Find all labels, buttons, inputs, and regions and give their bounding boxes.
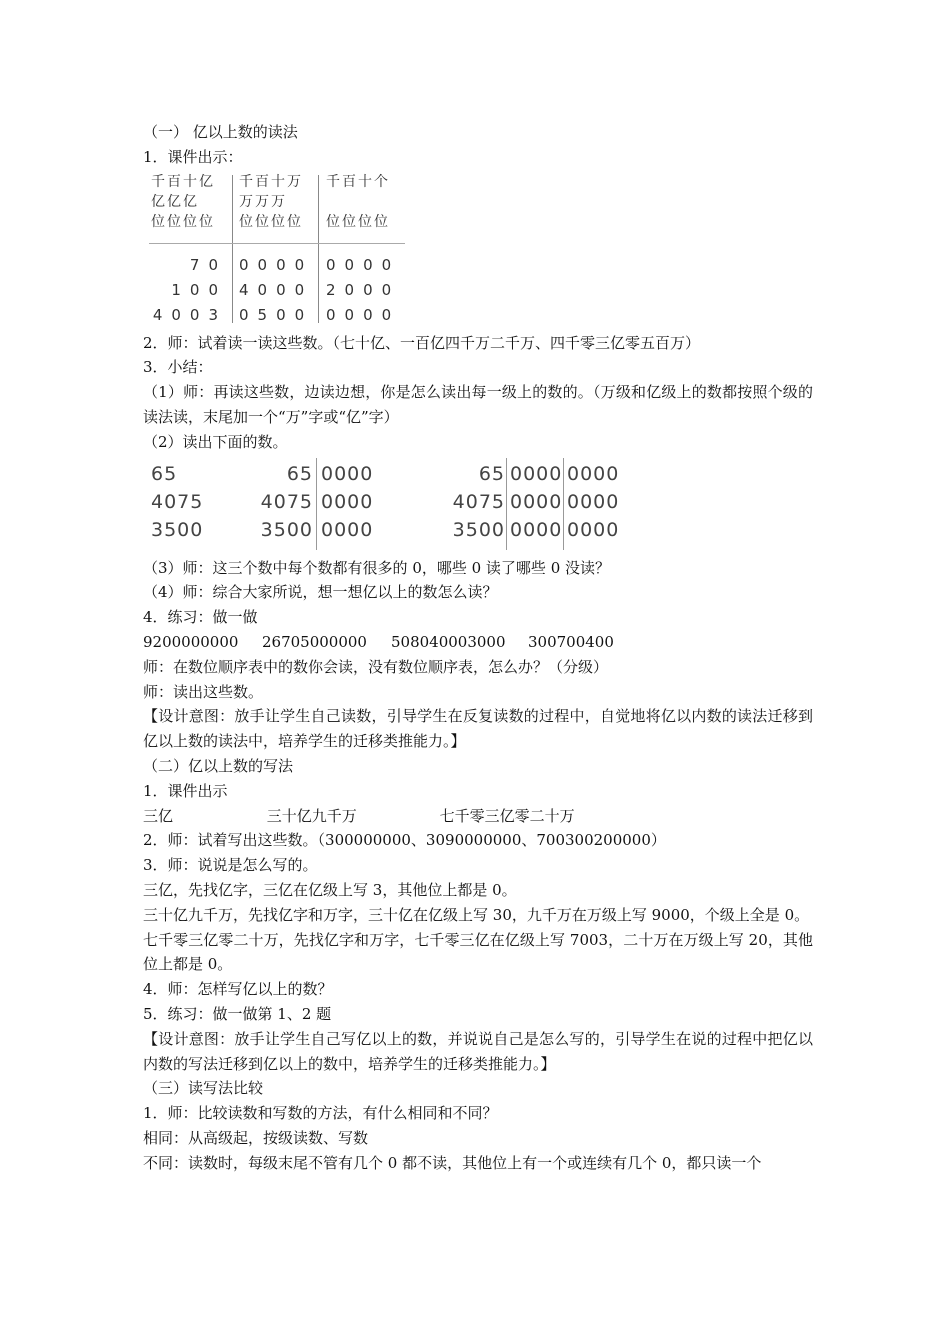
- paragraph: 师：在数位顺序表中的数你会读，没有数位顺序表，怎么办？（分级）: [143, 657, 609, 676]
- paragraph: 师：读出这些数。: [143, 682, 264, 701]
- paragraph: 1．课件出示: [143, 781, 228, 800]
- grouped-numbers-figure: [143, 458, 623, 550]
- table-header: 万万万: [239, 193, 287, 210]
- section-heading: （三）读写法比较: [143, 1079, 264, 1098]
- paragraph: 2．师：试着写出这些数。（300000000、3090000000、700300200000）: [143, 831, 666, 850]
- paragraph: 4．师：怎样写亿以上的数？: [143, 980, 333, 999]
- table-header: 位位位位: [326, 213, 390, 230]
- section-heading: （二）亿以上数的写法: [143, 756, 294, 775]
- table-cell: 0000: [239, 255, 314, 274]
- number-cell: 0000: [567, 490, 620, 513]
- place-value-table: [143, 173, 405, 325]
- number-cell: 3500: [452, 518, 505, 541]
- table-cell: 0000: [326, 255, 401, 274]
- table-cell: 0500: [239, 305, 314, 324]
- number-cell: 4075: [260, 490, 313, 513]
- table-header: 位位位位: [239, 213, 303, 230]
- table-cell: 4000: [239, 280, 314, 299]
- paragraph: 1．师：比较读数和写数的方法，有什么相同和不同？: [143, 1104, 498, 1123]
- number-cell: 65: [286, 462, 313, 485]
- paragraph: 不同：读数时，每级末尾不管有几个 0 都不读，其他位上有一个或连续有几个 0，都只读一个: [143, 1153, 762, 1172]
- practice-number: 508040003000: [391, 632, 506, 651]
- phrase: 三十亿九千万: [266, 806, 357, 825]
- paragraph: 1．课件出示：: [143, 147, 243, 166]
- paragraph: 相同：从高级起，按级读数、写数: [143, 1128, 369, 1147]
- paragraph: 3．师：说说是怎么写的。: [143, 856, 318, 875]
- paragraph: （3）师：这三个数中每个数都有很多的 0，哪些 0 读了哪些 0 没读？: [143, 558, 611, 577]
- number-cell: 0000: [321, 462, 374, 485]
- paragraph: （1）师：再读这些数，边读边想，你是怎么读出每一级上的数的。（万级和亿级上的数都按照个级的读法读，末尾加一个“万”字或“亿”字）: [143, 383, 813, 426]
- number-cell: 0000: [567, 518, 620, 541]
- paragraph: 2．师：试着读一读这些数。（七十亿、一百亿四千万二千万、四千零三亿零五百万）: [143, 333, 701, 352]
- paragraph: 5．练习：做一做第 1、2 题: [143, 1004, 332, 1023]
- section-heading: （一） 亿以上数的读法: [143, 123, 298, 141]
- number-cell: 0000: [321, 518, 374, 541]
- practice-number: 26705000000: [262, 632, 367, 651]
- number-cell: 65: [151, 462, 178, 485]
- design-intent: 【设计意图：放手让学生自己写亿以上的数，并说说自己是怎么写的，引导学生在说的过程中把亿以内数的写法迁移到亿以上的数中，培养学生的迁移类推能力。】: [143, 1029, 813, 1073]
- number-cell: 4075: [452, 490, 505, 513]
- phrase: 三亿: [143, 806, 174, 825]
- table-header: 千百十个: [326, 173, 390, 190]
- document-body: [143, 120, 813, 1176]
- table-header: 千百十亿: [151, 173, 215, 190]
- number-cell: 0000: [567, 462, 620, 485]
- number-cell: 0000: [510, 490, 563, 513]
- paragraph: 三亿，先找亿字，三亿在亿级上写 3，其他位上都是 0。: [143, 880, 517, 899]
- practice-number: 9200000000: [143, 632, 239, 651]
- practice-numbers: [143, 630, 813, 655]
- divider: [318, 175, 319, 323]
- number-cell: 3500: [151, 518, 204, 541]
- number-cell: 0000: [510, 462, 563, 485]
- table-cell: 0000: [326, 305, 401, 324]
- number-cell: 0000: [321, 490, 374, 513]
- table-cell: 100: [171, 280, 227, 299]
- table-cell: 70: [189, 255, 227, 274]
- paragraph: （4）师：综合大家所说，想一想亿以上的数怎么读？: [143, 583, 498, 602]
- divider: [232, 175, 233, 323]
- paragraph: 4．练习：做一做: [143, 608, 258, 627]
- table-cell: 2000: [326, 280, 401, 299]
- phrase: 七千零三亿零二十万: [439, 806, 575, 825]
- phrase-list: [143, 804, 813, 829]
- paragraph: 3．小结：: [143, 358, 213, 377]
- paragraph: 三十亿九千万，先找亿字和万字，三十亿在亿级上写 30，九千万在万级上写 9000，个级上全是 0。: [143, 905, 810, 924]
- divider: [563, 458, 564, 550]
- table-cell: 4003: [152, 305, 227, 324]
- table-header: 亿亿亿: [151, 193, 199, 210]
- divider: [316, 458, 317, 550]
- divider: [149, 243, 405, 244]
- table-header: 位位位位: [151, 213, 215, 230]
- paragraph: 七千零三亿零二十万，先找亿字和万字，七千零三亿在亿级上写 7003，二十万在万级上写 20，其他位上都是 0。: [143, 930, 813, 974]
- divider: [506, 458, 507, 550]
- number-cell: 65: [478, 462, 505, 485]
- design-intent: 【设计意图：放手让学生自己读数，引导学生在反复读数的过程中，自觉地将亿以内数的读法迁移到亿以上数的读法中，培养学生的迁移类推能力。】: [143, 707, 813, 751]
- paragraph: （2）读出下面的数。: [143, 432, 288, 451]
- number-cell: 3500: [260, 518, 313, 541]
- practice-number: 300700400: [528, 632, 614, 651]
- number-cell: 4075: [151, 490, 204, 513]
- table-header: 千百十万: [239, 173, 303, 190]
- number-cell: 0000: [510, 518, 563, 541]
